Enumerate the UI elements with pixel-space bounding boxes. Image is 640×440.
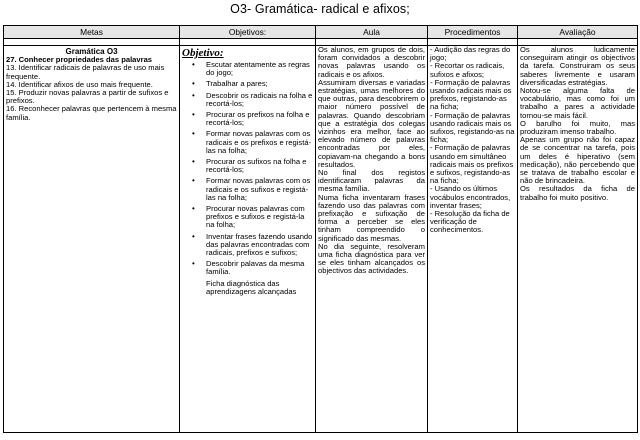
aula-paragraph: No dia seguinte, resolveram uma ficha diagnóstica para ver se eles tinham alcançados os objectivos das actividades. [318,241,425,276]
procedimentos-cell [428,46,518,433]
procedimento-item: - Recortar os radicais, sufixos e afixos; [430,61,505,79]
header-objetivos: Objetivos: [180,26,316,39]
aula-paragraph: Numa ficha inventaram frases fazendo uso das palavras com prefixação e sufixação de forma a perceber se eles tinham compreendido o significado das mesmas. [318,192,425,243]
metas-cell [4,46,180,433]
procedimento-item: - Formação de palavras usando em simultâneo radicais mais os prefixos e sufixos, registando-as na ficha; [430,143,514,186]
metas-line: 15. Produzir novas palavras a partir de sufixos e prefixos. [6,88,169,106]
objetivo-item: • Descobrir palavas da mesma família. [200,260,313,276]
avaliacao-paragraph: O barulho foi muito, mas produziram imenso trabalho. [520,118,635,137]
procedimento-item: - Resolução da ficha de verificação de conhecimentos. [430,209,510,235]
objetivos-cell [180,46,316,433]
metas-line: 13. Identificar radicais de palavras de uso mais frequente. [6,63,165,81]
objetivo-item: • Procurar os prefixos na folha e recortá-los; [200,111,313,127]
header-avaliacao: Avaliação [518,26,638,39]
objetivo-item: • Trabalhar a pares; [200,80,313,88]
spacer-cell [4,39,180,46]
spacer-cell [180,39,316,46]
metas-line: 14. Identificar afixos de uso mais frequente. [6,79,153,89]
title-text: O3- Gramática- radical e afixos; [230,2,410,16]
objetivo-item: • Procurar novas palavras com prefixos e sufixos e registá-la na folha; [200,205,313,230]
avaliacao-cell [518,46,638,433]
procedimento-item: - Formação de palavras usando radicais mais os prefixos, registando-as na ficha; [430,77,512,112]
metas-title: Gramática O3 [65,47,118,56]
objetivo-item: • Procurar os sufixos na folha e recortá-los; [200,158,313,174]
objetivo-item: • Inventar frases fazendo usando das palavras encontradas com radicais, prefixos e sufixos; [200,233,313,258]
objetivo-heading: Objetivo: [182,47,224,59]
procedimento-item: - Audição das regras do jogo; [430,45,511,63]
objetivo-item: • Formar novas palavras com os radicais e os prefixos e registá-las na folha; [200,130,313,155]
metas-line: 27. Conhecer propriedades das palavras [6,55,153,65]
spacer-cell [518,39,638,46]
header-metas: Metas [4,26,180,39]
content-row [4,46,638,433]
header-procedimentos: Procedimentos [428,26,518,39]
avaliacao-paragraph: Os alunos ludicamente conseguiram atingir os objectivos da tarefa. Construiram os seus saberes livremente e usaram diversificadas estratégias. [520,45,635,87]
spacer-cell [316,39,428,46]
avaliacao-paragraph: Apenas um grupo não foi capaz de se concentrar na tarefa, pois um deles é hiperativo (sem medicação), não percebendo que se tratava de trabalho escolar e não de brincadeira. [520,135,635,186]
lesson-plan-table [3,25,638,433]
header-aula: Aula [316,26,428,39]
aula-paragraph: Os alunos, em grupos de dois, foram convidados a descobrir novas palavras usando os radicais e os afixos. [318,45,425,79]
objetivo-item: • Escutar atentamente as regras do jogo; [200,61,313,77]
procedimento-item: - Formação de palavras usando radicais mais os sufixos, registando-as na ficha; [430,110,515,145]
aula-paragraph: No final dos registos identificaram palavras da mesma família. [318,168,425,194]
avaliacao-paragraph: Notou-se alguma falta de vocabulário, mas como foi um trabalho a pares a actividade tornou-se mais fácil. [520,86,635,120]
aula-cell [316,46,428,433]
objetivo-item: • Formar novas palavras com os radicais e os sufixos e registá-las na folha; [200,177,313,202]
avaliacao-paragraph: Os resultados da ficha de trabalho foi muito positivo. [520,184,635,202]
spacer-row [4,39,638,46]
spacer-cell [428,39,518,46]
objetivo-item: • Descobrir os radicais na folha e recortá-los; [200,92,313,108]
objetivos-list [182,61,313,296]
aula-paragraph: Assumiram diversas e variadas estratégias, umas melhores do que outras, para descobrirem o maior número possível de palavras. Quando descobriam que a estratégia dos colegas vizinhos era melhor, face ao elevado número de palavras encontradas por eles, copiavam-na chegando a bons resultados. [318,77,425,169]
document-title [0,2,640,16]
objetivo-item: Ficha diagnóstica das aprendizagens alcançadas [206,278,297,296]
metas-line: 16. Reconhecer palavras que pertencem à mesma família. [6,104,177,122]
procedimento-item: - Usando os últimos vocábulos encontrados, inventar frases; [430,184,511,210]
header-row [4,26,638,39]
